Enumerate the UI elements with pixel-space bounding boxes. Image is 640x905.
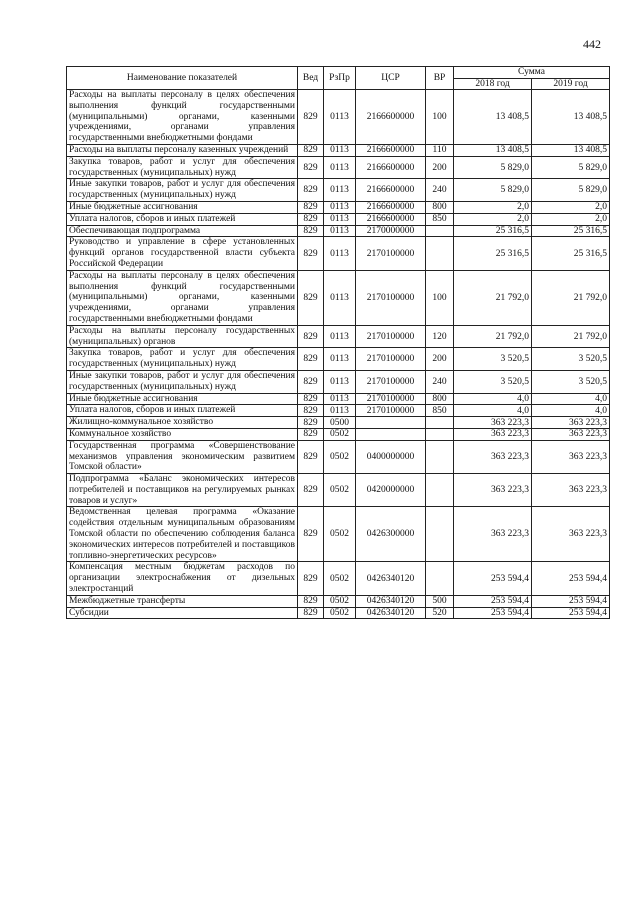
cell-ved: 829 [298,607,324,619]
cell-vr [426,474,454,507]
table-row [67,270,610,325]
cell-2018: 5 829,0 [454,179,532,202]
cell-name: Субсидии [67,607,298,619]
cell-2019: 2,0 [532,213,610,225]
header-ved: Вед [298,67,324,90]
cell-rzpr: 0113 [324,325,356,348]
cell-vr [426,428,454,440]
cell-rzpr: 0502 [324,507,356,562]
cell-ved: 829 [298,474,324,507]
cell-2018: 21 792,0 [454,270,532,325]
table-row [67,474,610,507]
cell-vr: 850 [426,405,454,417]
cell-2019: 363 223,3 [532,474,610,507]
header-vr: ВР [426,67,454,90]
cell-csr: 0426340120 [356,595,426,607]
cell-vr: 240 [426,370,454,393]
cell-2019: 4,0 [532,405,610,417]
cell-2018: 2,0 [454,201,532,213]
cell-2019: 253 594,4 [532,607,610,619]
cell-2018: 363 223,3 [454,440,532,473]
cell-2019: 3 520,5 [532,370,610,393]
cell-vr: 800 [426,393,454,405]
cell-rzpr: 0500 [324,417,356,429]
cell-vr: 500 [426,595,454,607]
cell-ved: 829 [298,201,324,213]
cell-ved: 829 [298,225,324,237]
cell-2019: 2,0 [532,201,610,213]
cell-rzpr: 0113 [324,405,356,417]
table-row [67,440,610,473]
header-sum: Сумма [454,67,610,79]
cell-2018: 2,0 [454,213,532,225]
cell-name: Уплата налогов, сборов и иных платежей [67,405,298,417]
budget-table [66,66,610,619]
table-row [67,405,610,417]
cell-csr: 2170100000 [356,348,426,371]
cell-vr [426,225,454,237]
cell-ved: 829 [298,428,324,440]
cell-name: Расходы на выплаты персоналу в целях обеспечения выполнения функций государственными (муниципальными) органами, казенными учреждениями, органами управления государственными внебюджетными фондами [67,90,298,145]
cell-2019: 25 316,5 [532,225,610,237]
table-row [67,370,610,393]
cell-2019: 253 594,4 [532,595,610,607]
cell-ved: 829 [298,270,324,325]
cell-csr: 2170100000 [356,393,426,405]
cell-vr: 100 [426,270,454,325]
cell-2018: 363 223,3 [454,507,532,562]
cell-name: Межбюджетные трансферты [67,595,298,607]
cell-vr: 110 [426,144,454,156]
cell-2018: 21 792,0 [454,325,532,348]
cell-2018: 363 223,3 [454,474,532,507]
header-csr: ЦСР [356,67,426,90]
cell-name: Расходы на выплаты персоналу в целях обеспечения выполнения функций государственными (муниципальными) органами, казенными учреждениями, органами управления государственными внебюджетными фондами [67,270,298,325]
cell-vr: 850 [426,213,454,225]
table-row [67,213,610,225]
cell-2019: 21 792,0 [532,270,610,325]
table-row [67,325,610,348]
cell-2019: 363 223,3 [532,428,610,440]
cell-vr [426,237,454,270]
table-row [67,507,610,562]
cell-ved: 829 [298,405,324,417]
cell-rzpr: 0113 [324,201,356,213]
cell-rzpr: 0113 [324,213,356,225]
cell-ved: 829 [298,179,324,202]
cell-rzpr: 0502 [324,440,356,473]
cell-2018: 3 520,5 [454,370,532,393]
cell-2018: 5 829,0 [454,156,532,179]
table-row [67,393,610,405]
cell-name: Уплата налогов, сборов и иных платежей [67,213,298,225]
cell-csr: 2170100000 [356,405,426,417]
cell-2018: 13 408,5 [454,144,532,156]
table-row [67,348,610,371]
cell-2019: 4,0 [532,393,610,405]
cell-vr: 800 [426,201,454,213]
cell-name: Государственная программа «Совершенствование механизмов управления экономическим развитием Томской области» [67,440,298,473]
cell-2018: 363 223,3 [454,417,532,429]
cell-rzpr: 0113 [324,393,356,405]
cell-ved: 829 [298,348,324,371]
cell-2019: 363 223,3 [532,417,610,429]
cell-rzpr: 0113 [324,179,356,202]
cell-csr: 2170000000 [356,225,426,237]
cell-csr: 2166600000 [356,213,426,225]
cell-name: Иные бюджетные ассигнования [67,201,298,213]
cell-rzpr: 0113 [324,270,356,325]
table-row [67,179,610,202]
cell-ved: 829 [298,213,324,225]
cell-ved: 829 [298,144,324,156]
cell-ved: 829 [298,507,324,562]
cell-ved: 829 [298,562,324,595]
cell-name: Иные бюджетные ассигнования [67,393,298,405]
table-row [67,90,610,145]
table-row [67,428,610,440]
cell-csr: 2170100000 [356,370,426,393]
cell-csr: 2166600000 [356,156,426,179]
table-row [67,595,610,607]
cell-2018: 3 520,5 [454,348,532,371]
cell-rzpr: 0113 [324,225,356,237]
cell-vr [426,562,454,595]
cell-csr: 0426340120 [356,562,426,595]
cell-csr: 2166600000 [356,201,426,213]
cell-2019: 21 792,0 [532,325,610,348]
cell-name: Руководство и управление в сфере установленных функций органов государственной власти субъекта Российской Федерации [67,237,298,270]
cell-vr: 120 [426,325,454,348]
cell-2018: 253 594,4 [454,595,532,607]
cell-csr: 0420000000 [356,474,426,507]
cell-name: Жилищно-коммунальное хозяйство [67,417,298,429]
cell-rzpr: 0113 [324,144,356,156]
cell-2019: 253 594,4 [532,562,610,595]
table-row [67,144,610,156]
cell-rzpr: 0502 [324,595,356,607]
cell-rzpr: 0502 [324,607,356,619]
table-body [67,90,610,619]
cell-csr: 0400000000 [356,440,426,473]
cell-csr: 2166600000 [356,90,426,145]
header-rzpr: РзПр [324,67,356,90]
cell-vr [426,507,454,562]
cell-ved: 829 [298,325,324,348]
cell-ved: 829 [298,595,324,607]
header-name: Наименование показателей [67,67,298,90]
cell-name: Ведомственная целевая программа «Оказание содействия отдельным муниципальным образованиям Томской области по обеспечению соблюдения баланса экономических интересов потребителей и поставщиков топливно-энергетических ресурсов» [67,507,298,562]
cell-2019: 13 408,5 [532,90,610,145]
cell-2019: 25 316,5 [532,237,610,270]
cell-csr [356,417,426,429]
cell-vr: 100 [426,90,454,145]
table-row [67,562,610,595]
table-row [67,201,610,213]
cell-2019: 363 223,3 [532,440,610,473]
cell-name: Иные закупки товаров, работ и услуг для обеспечения государственных (муниципальных) нужд [67,179,298,202]
header-year-2019: 2019 год [532,78,610,90]
cell-ved: 829 [298,370,324,393]
cell-2019: 363 223,3 [532,507,610,562]
cell-vr [426,440,454,473]
cell-rzpr: 0113 [324,348,356,371]
header-year-2018: 2018 год [454,78,532,90]
cell-ved: 829 [298,90,324,145]
cell-vr: 240 [426,179,454,202]
cell-name: Иные закупки товаров, работ и услуг для обеспечения государственных (муниципальных) нужд [67,370,298,393]
cell-name: Расходы на выплаты персоналу государственных (муниципальных) органов [67,325,298,348]
cell-name: Расходы на выплаты персоналу казенных учреждений [67,144,298,156]
cell-ved: 829 [298,393,324,405]
cell-2018: 25 316,5 [454,237,532,270]
table-row [67,607,610,619]
cell-csr: 0426300000 [356,507,426,562]
cell-name: Коммунальное хозяйство [67,428,298,440]
cell-rzpr: 0113 [324,156,356,179]
cell-2018: 13 408,5 [454,90,532,145]
header-row [67,67,610,79]
cell-csr [356,428,426,440]
cell-vr: 520 [426,607,454,619]
cell-csr: 2170100000 [356,237,426,270]
cell-2018: 253 594,4 [454,562,532,595]
cell-ved: 829 [298,440,324,473]
cell-rzpr: 0502 [324,428,356,440]
cell-2018: 4,0 [454,393,532,405]
cell-name: Закупка товаров, работ и услуг для обеспечения государственных (муниципальных) нужд [67,156,298,179]
cell-csr: 2166600000 [356,144,426,156]
cell-2018: 363 223,3 [454,428,532,440]
cell-2019: 5 829,0 [532,156,610,179]
cell-rzpr: 0502 [324,562,356,595]
cell-2019: 13 408,5 [532,144,610,156]
table-row [67,417,610,429]
cell-rzpr: 0113 [324,370,356,393]
cell-name: Компенсация местным бюджетам расходов по организации электроснабжения от дизельных электростанций [67,562,298,595]
table-row [67,237,610,270]
cell-ved: 829 [298,417,324,429]
cell-vr: 200 [426,156,454,179]
cell-rzpr: 0113 [324,90,356,145]
cell-2018: 25 316,5 [454,225,532,237]
cell-2019: 5 829,0 [532,179,610,202]
cell-name: Закупка товаров, работ и услуг для обеспечения государственных (муниципальных) нужд [67,348,298,371]
cell-2019: 3 520,5 [532,348,610,371]
cell-ved: 829 [298,237,324,270]
cell-vr [426,417,454,429]
cell-csr: 0426340120 [356,607,426,619]
cell-vr: 200 [426,348,454,371]
cell-2018: 4,0 [454,405,532,417]
cell-csr: 2170100000 [356,270,426,325]
cell-name: Обеспечивающая подпрограмма [67,225,298,237]
table-row [67,156,610,179]
table-row [67,225,610,237]
cell-name: Подпрограмма «Баланс экономических интересов потребителей и поставщиков на регулируемых рынках товаров и услуг» [67,474,298,507]
cell-ved: 829 [298,156,324,179]
cell-2018: 253 594,4 [454,607,532,619]
page-number: 442 [583,37,601,51]
cell-csr: 2170100000 [356,325,426,348]
cell-csr: 2166600000 [356,179,426,202]
cell-rzpr: 0113 [324,237,356,270]
cell-rzpr: 0502 [324,474,356,507]
